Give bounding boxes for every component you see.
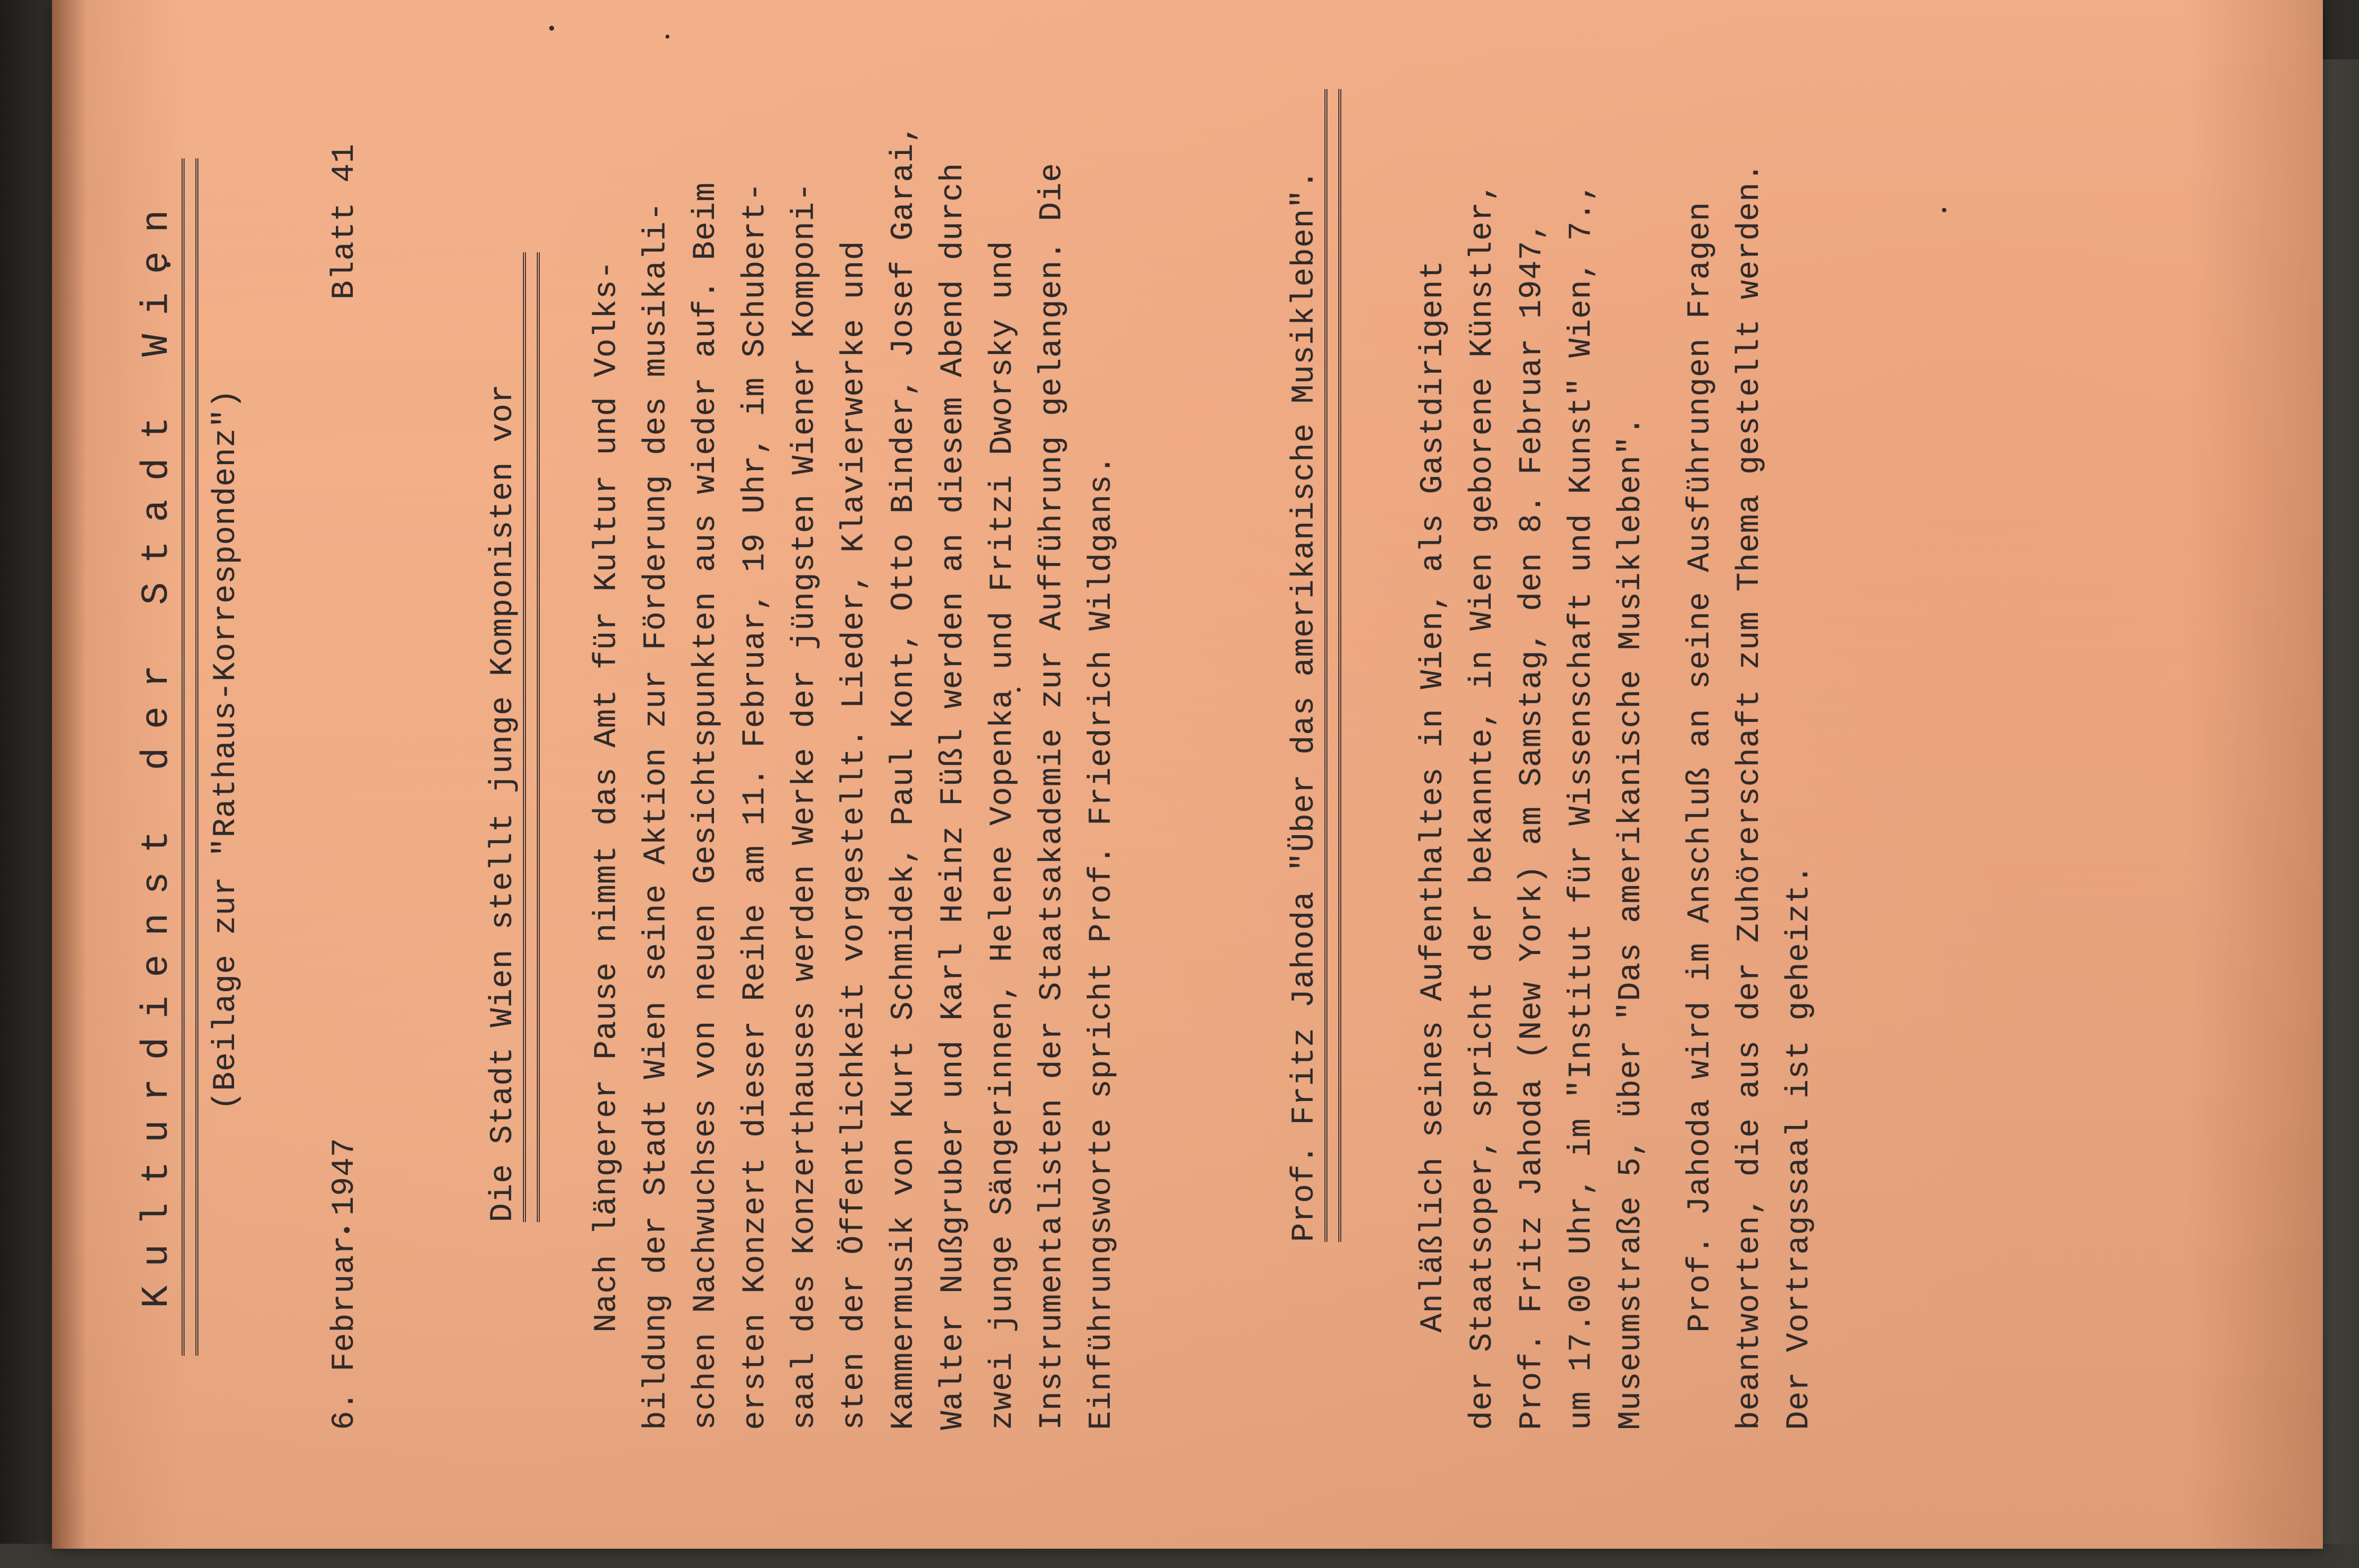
article-line: um 17.00 Uhr, im "Institut für Wissenschaft und Kunst" Wien, 7., — [1564, 182, 1600, 1430]
article-line: Museumstraße 5, über "Das amerikanische Musikleben". — [1613, 416, 1649, 1430]
heading-double-rule — [1324, 89, 1341, 1242]
article-line: Anläßlich seines Aufenthaltes in Wien, als Gastdirigent — [1415, 260, 1451, 1430]
article-line: Instrumentalisten der Staatsakademie zur Aufführung gelangen. Die — [1035, 162, 1070, 1430]
article-line: schen Nachwuchses von neuen Gesichtspunkten aus wieder auf. Beim — [688, 182, 724, 1430]
heading-double-rule — [523, 252, 540, 1222]
article-line: Prof. Jahoda wird im Anschluß an seine Ausführungen Fragen — [1683, 201, 1718, 1430]
title-double-rule — [182, 158, 198, 1356]
article-line: der Staatsoper, spricht der bekannte, in Wien geborene Künstler, — [1465, 182, 1501, 1430]
article-line: bildung der Stadt Wien seine Aktion zur Förderung des musikali- — [639, 201, 674, 1430]
article-line: ersten Konzert dieser Reihe am 11. Februar, 19 Uhr, im Schubert- — [738, 182, 773, 1430]
document-subtitle: (Beilage zur "Rathaus-Korrespondenz") — [208, 388, 244, 1111]
article-line: beantworten, die aus der Zuhörerschaft zum Thema gestellt werden. — [1732, 162, 1768, 1430]
article-line: Walter Nußgruber und Karl Heinz Füßl werden an diesem Abend durch — [936, 162, 971, 1430]
article-line: zwei junge Sängerinnen, Helene Vopenka und Fritzi Dworsky und — [985, 240, 1021, 1430]
article-line: Nach längerer Pause nimmt das Amt für Kultur und Volks- — [589, 260, 625, 1430]
date-sheet-line — [329, 143, 361, 1430]
rotated-text-block — [52, 0, 2229, 1499]
article-line: Einführungsworte spricht Prof. Friedrich Wildgans. — [1084, 455, 1120, 1430]
typewritten-page — [52, 0, 2323, 1549]
article-line: Kammermusik von Kurt Schmidek, Paul Kont, Otto Binder, Josef Garai, — [886, 123, 922, 1430]
document-date: 6. Februar 1947 — [327, 1137, 363, 1430]
article-line: Der Vortragssaal ist geheizt. — [1782, 864, 1817, 1430]
article-line: saal des Konzerthauses werden Werke der jüngsten Wiener Komponi- — [787, 182, 823, 1430]
sheet-number: Blatt 41 — [327, 143, 363, 300]
article-heading: Die Stadt Wien stellt junge Komponisten vor — [485, 383, 521, 1222]
article-line: sten der Öffentlichkeit vorgestellt. Lieder, Klavierwerke und — [837, 240, 872, 1430]
article-heading: Prof. Fritz Jahoda "Über das amerikanische Musikleben". — [1287, 169, 1322, 1242]
article-line: Prof. Fritz Jahoda (New York) am Samstag, den 8. Februar 1947, — [1514, 221, 1550, 1430]
document-title: Kulturdienst der Stadt Wien — [136, 191, 178, 1308]
